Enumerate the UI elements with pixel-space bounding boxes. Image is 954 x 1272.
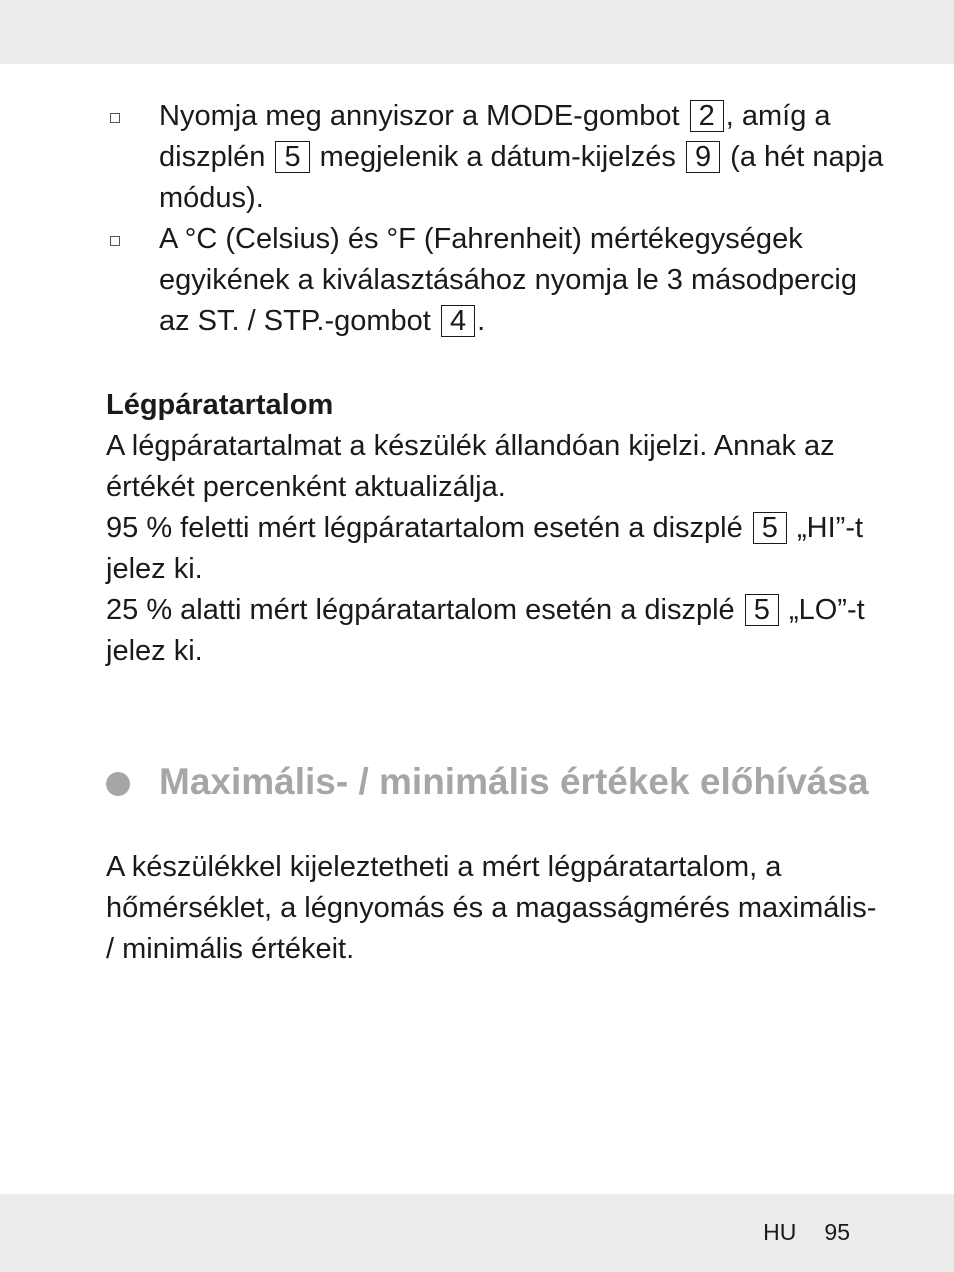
humidity-lo-note [106, 590, 886, 672]
humidity-intro: A légpáratartalmat a készülék állandóan kijelzi. Annak az értékét percenként aktualizálja. [106, 430, 835, 503]
section-title: Maximális- / minimális értékek előhívása [159, 761, 869, 802]
reference-number: 5 [753, 512, 787, 544]
step-text: A °C (Celsius) és °F (Fahrenheit) mértékegységek egyikének a kiválasztásához nyomja le 3 másodpercig az ST. / STP.-gombot [159, 223, 857, 337]
reference-number: 5 [745, 594, 779, 626]
step-list [106, 96, 886, 342]
step-item [106, 96, 886, 219]
page-footer [763, 1219, 850, 1246]
step-text: megjelenik a dátum-kijelzés [319, 141, 676, 173]
checkbox-bullet-icon [110, 236, 120, 246]
page-content [106, 96, 886, 970]
language-code: HU [763, 1219, 797, 1245]
section-body: A készülékkel kijeleztetheti a mért légpáratartalom, a hőmérséklet, a légnyomás és a magasságmérés maximális- / minimális értékeit. [106, 851, 877, 965]
reference-number: 4 [441, 305, 475, 337]
note-text: 25 % alatti mért légpáratartalom esetén a diszplé [106, 594, 735, 626]
checkbox-bullet-icon [110, 113, 120, 123]
step-text: , amíg a diszplén [159, 100, 831, 173]
reference-number: 9 [686, 141, 720, 173]
reference-number: 5 [275, 141, 309, 173]
page-number: 95 [824, 1219, 850, 1245]
step-item [106, 219, 886, 342]
step-text: (a hét napja módus). [159, 141, 884, 214]
note-text: 95 % feletti mért légpáratartalom esetén a diszplé [106, 512, 743, 544]
bullet-dot-icon [106, 772, 130, 796]
header-band [0, 0, 954, 64]
section-heading [106, 761, 886, 802]
step-text: . [477, 305, 486, 337]
humidity-hi-note [106, 508, 886, 590]
note-text: „HI”-t jelez ki. [106, 512, 864, 585]
reference-number: 2 [690, 100, 724, 132]
subheading: Légpáratartalom [106, 389, 334, 421]
step-text: Nyomja meg annyiszor a MODE-gombot [159, 100, 680, 132]
note-text: „LO”-t jelez ki. [106, 594, 865, 667]
